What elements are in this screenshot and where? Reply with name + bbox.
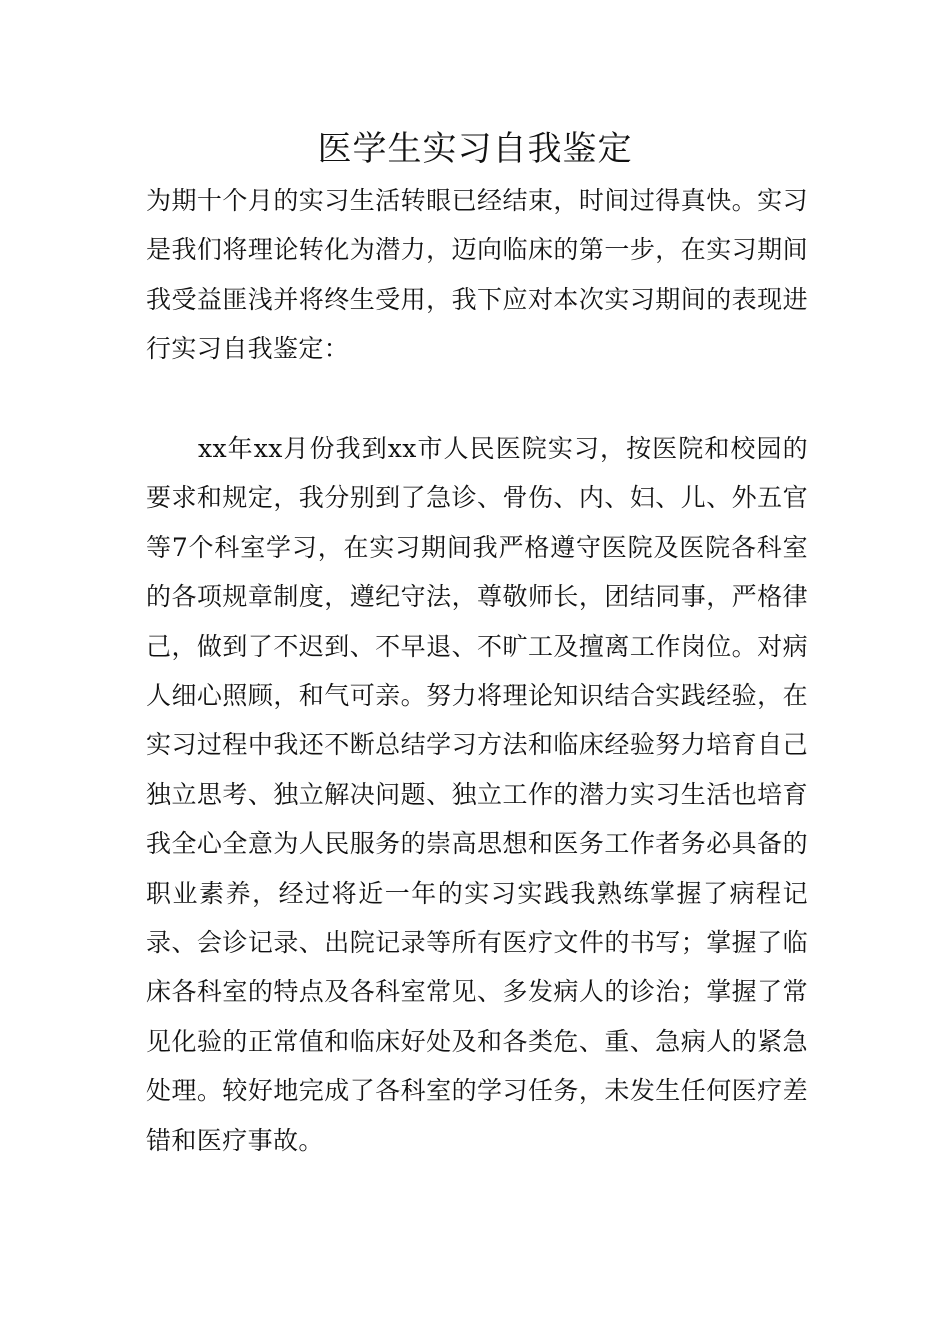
paragraph-intro: 为期十个月的实习生活转眼已经结束，时间过得真快。实习是我们将理论转化为潜力，迈向临床的第一步，在实习期间我受益匪浅并将终生受用，我下应对本次实习期间的表现进行实习自我鉴定： (146, 186, 808, 364)
document-title: 医学生实习自我鉴定 (317, 129, 633, 169)
paragraph-body: xx年xx月份我到xx市人民医院实习，按医院和校园的要求和规定，我分别到了急诊、骨伤、内、妇、儿、外五官等7个科室学习，在实习期间我严格遵守医院及医院各科室的各项规章制度，遵纪守法，尊敬师长，团结同事，严格律己，做到了不迟到、不早退、不旷工及擅离工作岗位。对病人细心照顾，和气可亲。努力将理论知识结合实践经验，在实习过程中我还不断总结学习方法和临床经验努力培育自己独立思考、独立解决问题、独立工作的潜力实习生活也培育我全心全意为人民服务的崇高思想和医务工作者务必具备的职业素养，经过将近一年的实习实践我熟练掌握了病程记录、会诊记录、出院记录等所有医疗文件的书写；掌握了临床各科室的特点及各科室常见、多发病人的诊治；掌握了常见化验的正常值和临床好处及和各类危、重、急病人的紧急处理。较好地完成了各科室的学习任务，未发生任何医疗差错和医疗事故。 (146, 434, 808, 1155)
